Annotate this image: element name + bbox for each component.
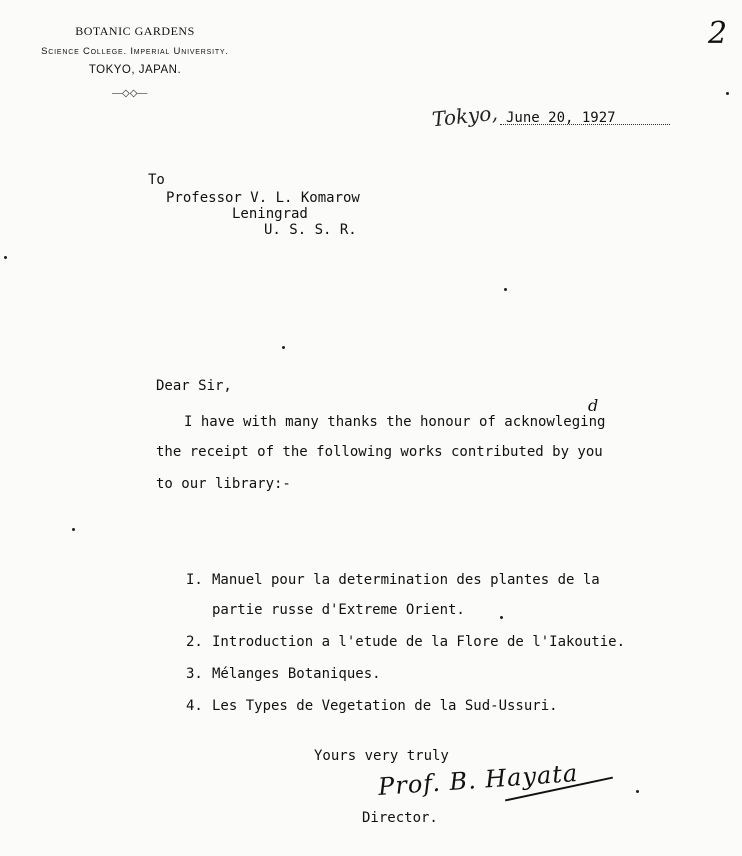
body-line-2: the receipt of the following works contributed by you [156, 444, 603, 460]
scan-speck [4, 256, 7, 259]
signer-title: Director. [362, 810, 438, 826]
body-line-3: to our library:- [156, 476, 291, 492]
salutation: Dear Sir, [156, 378, 232, 394]
work-title: Mélanges Botaniques. [212, 666, 381, 682]
letterhead-institution: BOTANIC GARDENS [75, 24, 195, 38]
body-line-1: I have with many thanks the honour of acknowleging [184, 414, 606, 430]
work-title-continued: partie russe d'Extreme Orient. [212, 602, 465, 618]
recipient-name: Professor V. L. Komarow [166, 190, 360, 206]
work-number: 4. [186, 698, 203, 714]
page-number: 2 [708, 16, 728, 51]
handwritten-correction: d [588, 396, 599, 415]
scan-speck [282, 346, 285, 349]
scan-speck [500, 616, 503, 619]
scan-speck [504, 288, 507, 291]
place-handwritten: Tokyo, [430, 100, 499, 132]
letterhead-ornament: —◇◇— [112, 88, 148, 99]
recipient-country: U. S. S. R. [264, 222, 357, 238]
letterhead-city: TOKYO, JAPAN. [88, 64, 182, 76]
scan-speck [72, 528, 75, 531]
scan-speck [636, 790, 639, 793]
work-title: Les Types de Vegetation de la Sud-Ussuri. [212, 698, 558, 714]
letterhead-college: Science College. Imperial University. [41, 46, 229, 57]
work-title: Manuel pour la determination des plantes de la [212, 572, 600, 588]
work-number: I. [186, 572, 203, 588]
letter-date: June 20, 1927 [506, 110, 616, 126]
signature: Prof. B. Hayata [377, 759, 580, 801]
scan-speck [726, 92, 729, 95]
recipient-to: To [148, 172, 165, 188]
work-title: Introduction a l'etude de la Flore de l'Iakoutie. [212, 634, 626, 650]
work-number: 3. [186, 666, 203, 682]
work-number: 2. [186, 634, 203, 650]
recipient-city: Leningrad [232, 206, 308, 222]
closing: Yours very truly [314, 748, 449, 764]
